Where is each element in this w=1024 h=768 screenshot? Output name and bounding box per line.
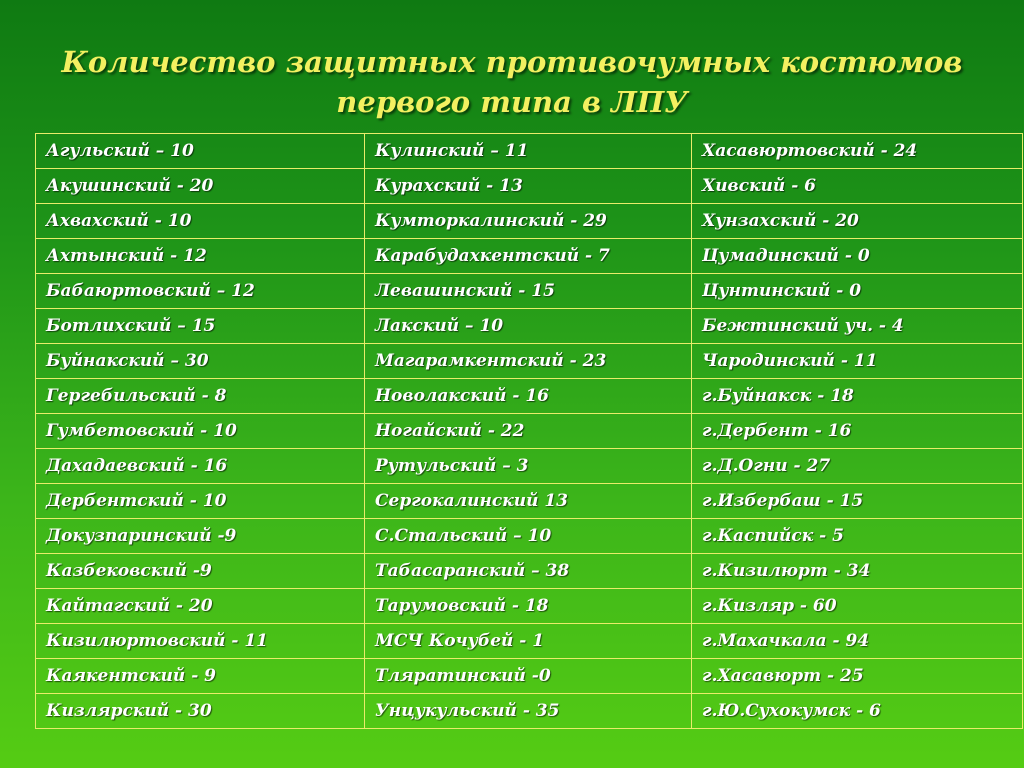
table-cell: Ахтынский - 12 <box>36 239 365 274</box>
table-cell: Кулинский – 11 <box>365 134 692 169</box>
table-row <box>36 589 1023 624</box>
table-cell: Чародинский - 11 <box>692 344 1023 379</box>
table-cell: Левашинский - 15 <box>365 274 692 309</box>
table-cell: г.Кизляр - 60 <box>692 589 1023 624</box>
table-cell: Гергебильский - 8 <box>36 379 365 414</box>
table-cell: Ногайский - 22 <box>365 414 692 449</box>
table-cell: Ахвахский - 10 <box>36 204 365 239</box>
table-row <box>36 309 1023 344</box>
table-cell: Тляратинский -0 <box>365 659 692 694</box>
table-cell: Хунзахский - 20 <box>692 204 1023 239</box>
table-cell: г.Ю.Сухокумск - 6 <box>692 694 1023 729</box>
table-cell: Кумторкалинский - 29 <box>365 204 692 239</box>
slide-title-line-1: Количество защитных противочумных костюмов <box>61 45 963 79</box>
table-cell: Буйнакский – 30 <box>36 344 365 379</box>
table-row <box>36 659 1023 694</box>
table-cell: Агульский – 10 <box>36 134 365 169</box>
table-cell: МСЧ Кочубей - 1 <box>365 624 692 659</box>
table-row <box>36 554 1023 589</box>
table-cell: Хасавюртовский - 24 <box>692 134 1023 169</box>
table-row <box>36 169 1023 204</box>
table-row <box>36 379 1023 414</box>
table-row <box>36 449 1023 484</box>
table-cell: Дахадаевский - 16 <box>36 449 365 484</box>
slide-title-line-2: первого типа в ЛПУ <box>336 85 688 119</box>
table-cell: Табасаранский – 38 <box>365 554 692 589</box>
table-row <box>36 274 1023 309</box>
table-cell: Бабаюртовский – 12 <box>36 274 365 309</box>
table-cell: Акушинский - 20 <box>36 169 365 204</box>
table-cell: Гумбетовский - 10 <box>36 414 365 449</box>
table-cell: г.Буйнакск - 18 <box>692 379 1023 414</box>
table-cell: г.Дербент - 16 <box>692 414 1023 449</box>
table-row <box>36 519 1023 554</box>
table-cell: Ботлихский – 15 <box>36 309 365 344</box>
table-cell: Хивский - 6 <box>692 169 1023 204</box>
table-cell: Сергокалинский 13 <box>365 484 692 519</box>
table-cell: Каякентский - 9 <box>36 659 365 694</box>
table-cell: Курахский - 13 <box>365 169 692 204</box>
table-row <box>36 624 1023 659</box>
table-row <box>36 204 1023 239</box>
table-cell: Казбековский -9 <box>36 554 365 589</box>
table-cell: Магарамкентский - 23 <box>365 344 692 379</box>
table-cell: Унцукульский - 35 <box>365 694 692 729</box>
table-cell: г.Избербаш - 15 <box>692 484 1023 519</box>
table-cell: г.Д.Огни - 27 <box>692 449 1023 484</box>
table-cell: Карабудахкентский - 7 <box>365 239 692 274</box>
table-cell: Тарумовский - 18 <box>365 589 692 624</box>
table-row <box>36 694 1023 729</box>
table-cell: Дербентский - 10 <box>36 484 365 519</box>
table-cell: С.Стальский – 10 <box>365 519 692 554</box>
table-cell: Докузпаринский -9 <box>36 519 365 554</box>
table-row <box>36 344 1023 379</box>
table-cell: Лакский – 10 <box>365 309 692 344</box>
table-cell: г.Кизилюрт - 34 <box>692 554 1023 589</box>
table-cell: Кизлярский - 30 <box>36 694 365 729</box>
table-row <box>36 484 1023 519</box>
table-cell: Новолакский - 16 <box>365 379 692 414</box>
table-cell: г.Махачкала - 94 <box>692 624 1023 659</box>
table-cell: Кизилюртовский - 11 <box>36 624 365 659</box>
table-row <box>36 414 1023 449</box>
table-cell: Цумадинский - 0 <box>692 239 1023 274</box>
table-row <box>36 134 1023 169</box>
table-row <box>36 239 1023 274</box>
table-cell: Рутульский – 3 <box>365 449 692 484</box>
table-cell: г.Каспийск - 5 <box>692 519 1023 554</box>
table-cell: Бежтинский уч. - 4 <box>692 309 1023 344</box>
table-cell: г.Хасавюрт - 25 <box>692 659 1023 694</box>
table-cell: Кайтагский - 20 <box>36 589 365 624</box>
suits-table <box>35 133 1023 729</box>
suits-table-body <box>36 134 1023 729</box>
slide-title <box>0 42 1024 122</box>
table-cell: Цунтинский - 0 <box>692 274 1023 309</box>
